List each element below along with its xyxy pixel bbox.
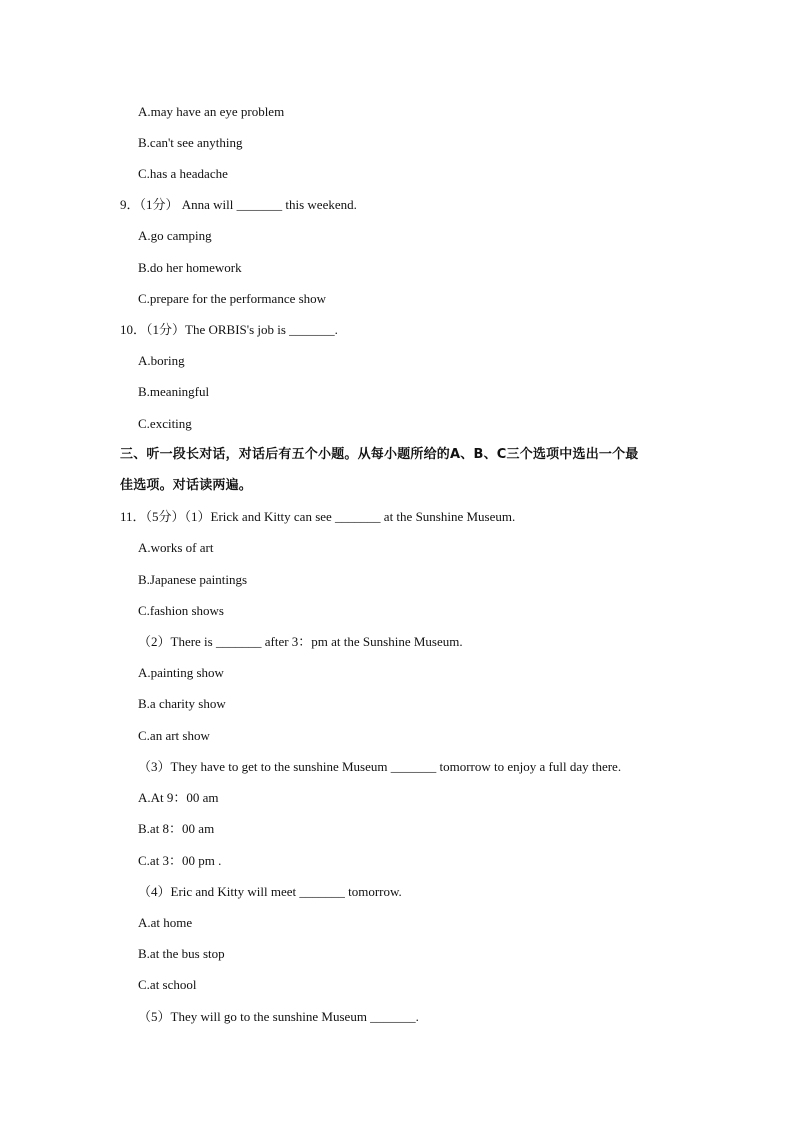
q8-option-b: B.can't see anything (138, 135, 243, 150)
q9-option-a: A.go camping (138, 228, 212, 243)
q8-option-a: A.may have an eye problem (138, 104, 285, 119)
q11-2-option-b: B.a charity show (138, 696, 226, 711)
section-3-heading-line-2: 佳选项。对话读两遍。 (120, 478, 253, 493)
q11-2-option-c: C.an art show (138, 728, 210, 743)
q11-1-option-a: A.works of art (138, 540, 214, 555)
q9-option-c: C.prepare for the performance show (138, 291, 327, 306)
q11-stem: 11．（5分）（1）Erick and Kitty can see _______ at the Sunshine Museum. (120, 509, 516, 524)
q11-3-option-b: B.at 8：00 am (138, 821, 215, 836)
q11-4-stem: （4）Eric and Kitty will meet _______ tomorrow. (138, 884, 402, 899)
q10-option-b: B.meaningful (138, 384, 210, 399)
section-3-heading-line-1: 三、听一段长对话，对话后有五个小题。从每小题所给的A、B、C三个选项中选出一个最 (120, 447, 639, 462)
q11-2-option-a: A.painting show (138, 665, 224, 680)
q11-3-option-c: C.at 3：00 pm . (138, 853, 222, 868)
q9-stem: 9．（1分） Anna will _______ this weekend. (120, 197, 357, 212)
q8-option-c: C.has a headache (138, 166, 228, 181)
q11-4-option-b: B.at the bus stop (138, 946, 225, 961)
q9-option-b: B.do her homework (138, 260, 242, 275)
q10-option-c: C.exciting (138, 416, 192, 431)
q11-3-stem: （3）They have to get to the sunshine Museum _______ tomorrow to enjoy a full day there. (138, 759, 622, 774)
q11-1-option-c: C.fashion shows (138, 603, 224, 618)
q11-3-option-a: A.At 9：00 am (138, 790, 219, 805)
q10-stem: 10．（1分）The ORBIS's job is _______. (120, 322, 338, 337)
q11-4-option-c: C.at school (138, 977, 197, 992)
q10-option-a: A.boring (138, 353, 185, 368)
q11-5-stem: （5）They will go to the sunshine Museum _______. (138, 1009, 419, 1024)
q11-1-option-b: B.Japanese paintings (138, 572, 248, 587)
q11-4-option-a: A.at home (138, 915, 193, 930)
q11-2-stem: （2）There is _______ after 3：pm at the Sunshine Museum. (138, 634, 463, 649)
